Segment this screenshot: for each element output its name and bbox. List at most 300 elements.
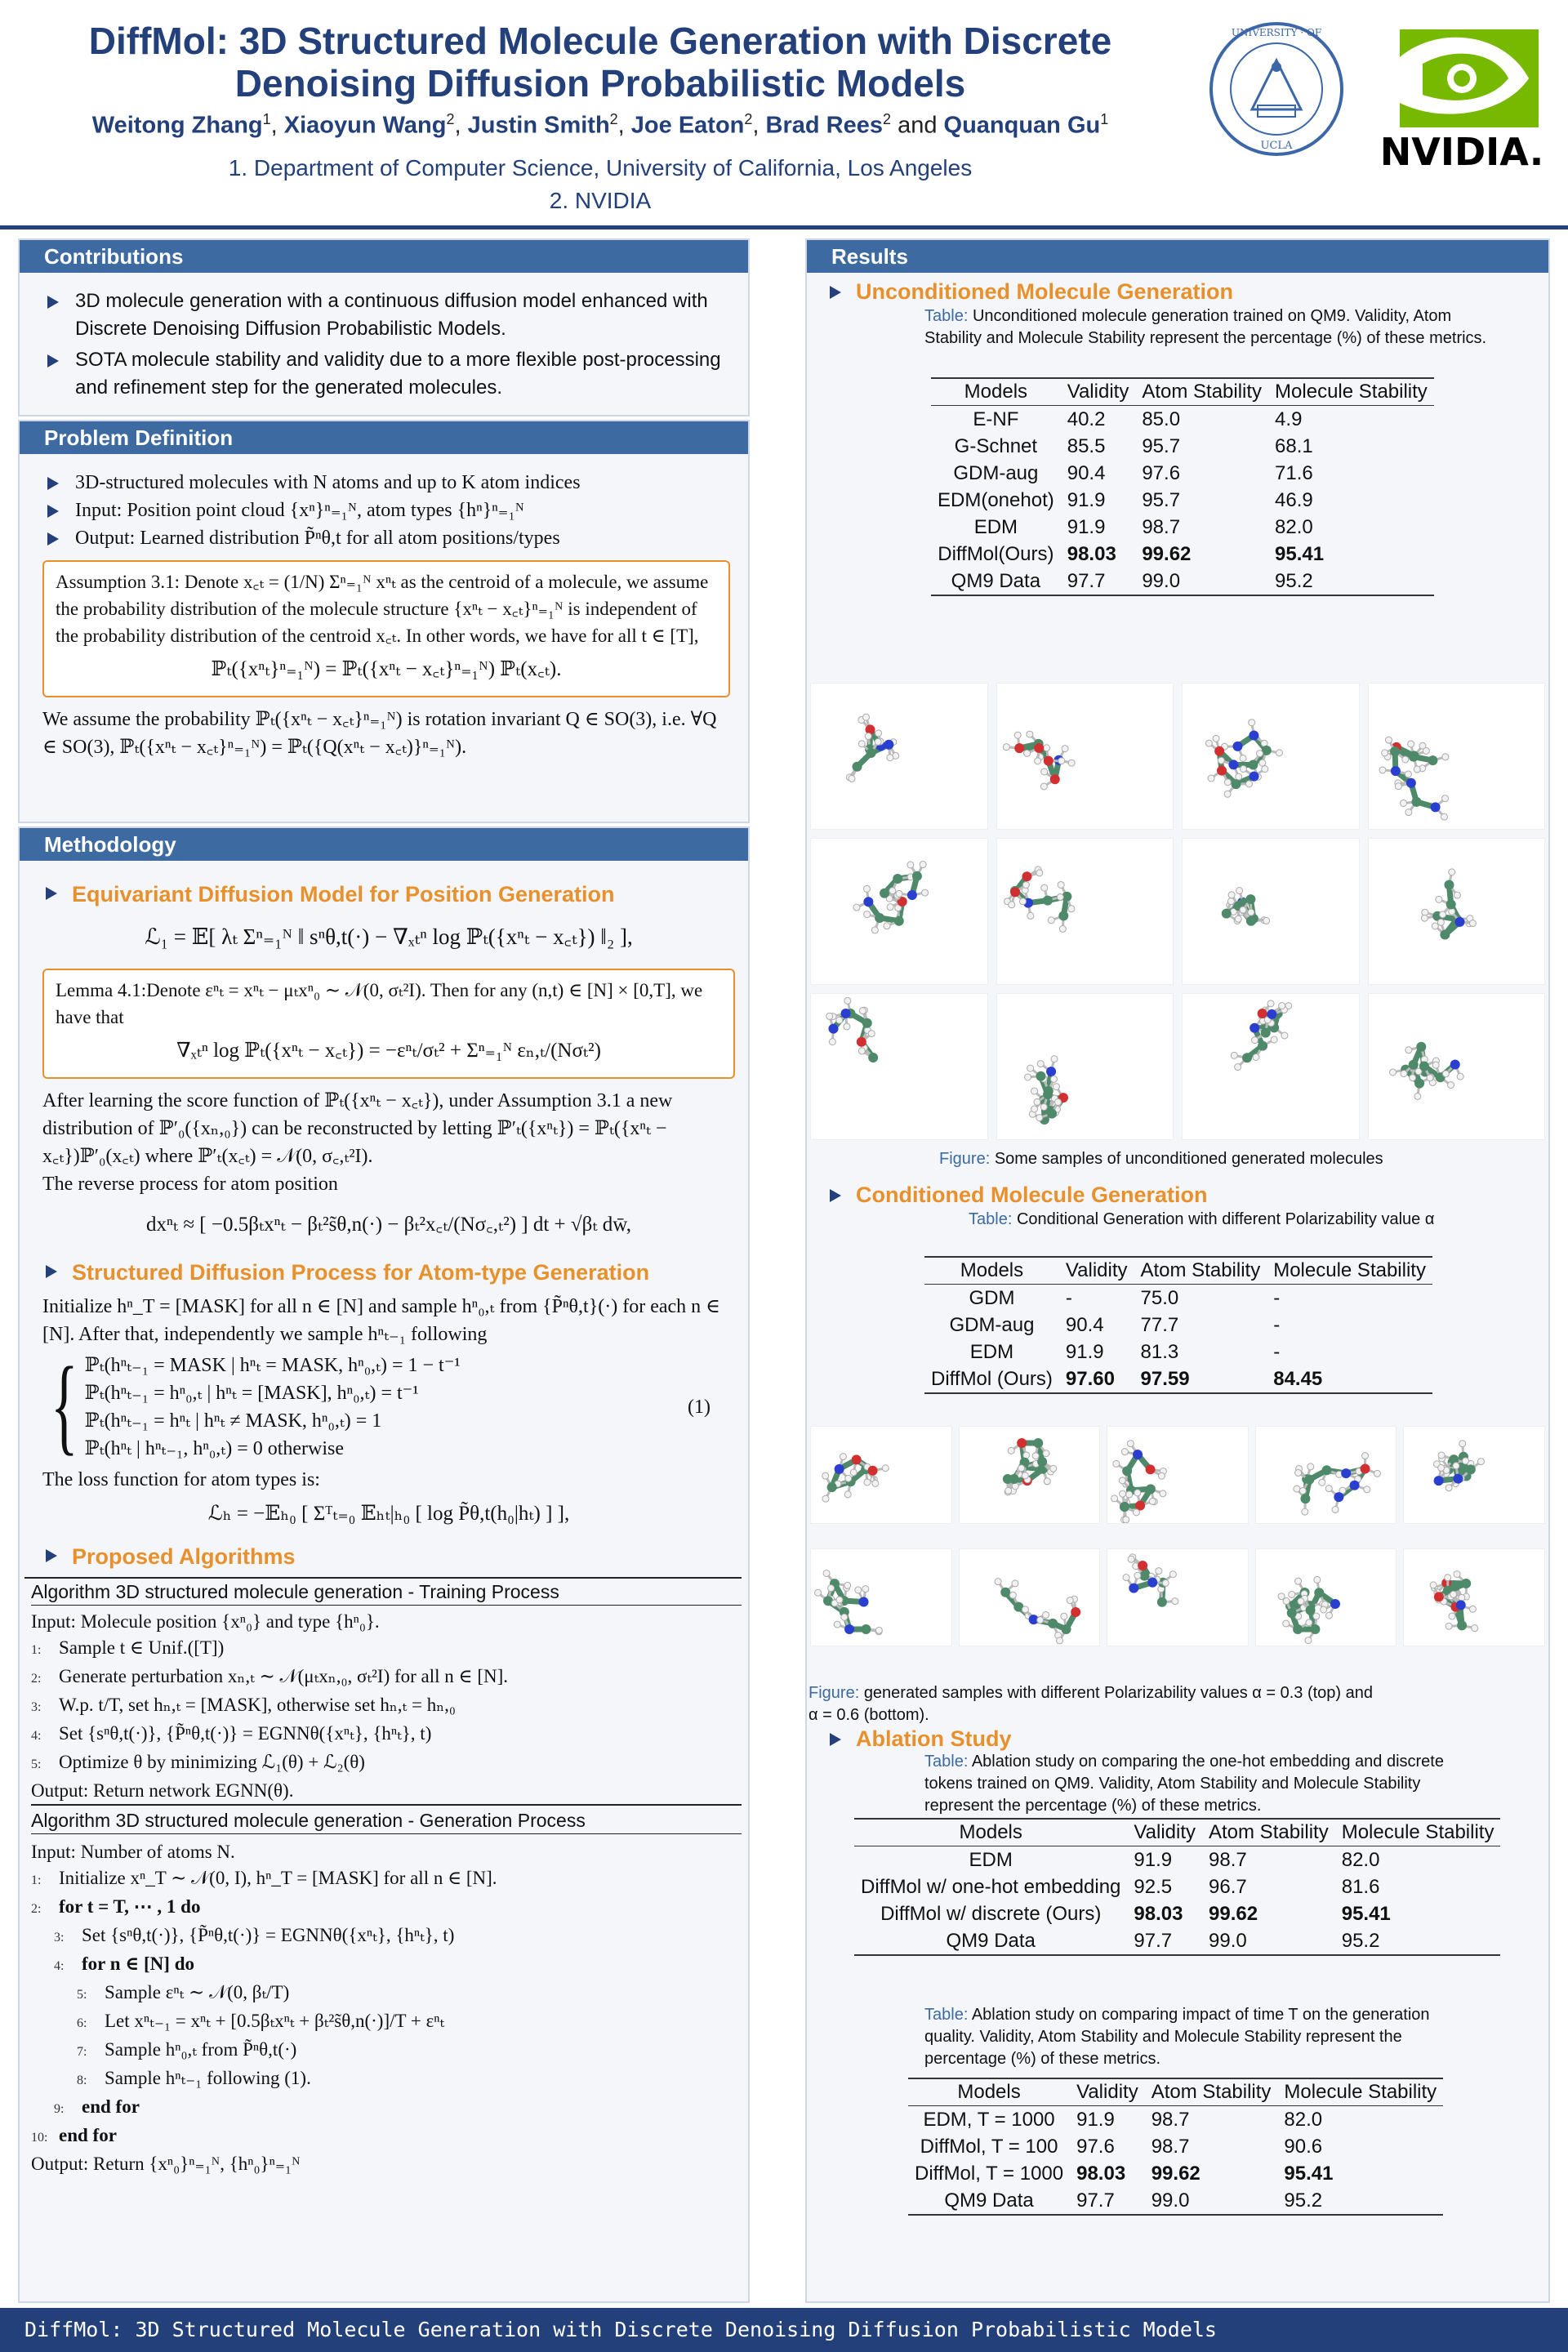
molecule-sample: [810, 683, 988, 830]
hydrogen-atom: [1058, 758, 1065, 764]
table-row: [854, 1846, 1500, 1874]
table-caption: [924, 305, 1496, 350]
table-cell: GDM-aug: [949, 1314, 1035, 1336]
results-section: [805, 238, 1550, 2303]
lemma-text: Lemma 4.1:Denote εⁿₜ = xⁿₜ − μₜxⁿ₀ ∼ 𝒩(0, σₜ²I). Then for any (n,t) ∈ [N] × [0,T], we have that: [56, 980, 703, 1027]
hydrogen-atom: [863, 911, 870, 918]
carbon-atom: [1034, 1438, 1044, 1448]
nitrogen-atom: [844, 1624, 854, 1634]
carbon-atom: [1258, 1041, 1267, 1051]
hydrogen-atom: [1061, 1613, 1067, 1619]
hydrogen-atom: [1057, 1637, 1063, 1644]
caption-text: Ablation study on comparing the one-hot embedding and discrete tokens trained on QM9. Validity, Atom Stability and Molecule Stability represent the percentage (%) of these metrics.: [924, 1753, 1444, 1815]
line-text: Sample hⁿₜ₋₁ following (1).: [105, 2068, 311, 2088]
carbon-atom: [1049, 1619, 1058, 1628]
molecule-sample: [1182, 993, 1360, 1140]
hydrogen-atom: [1127, 1441, 1134, 1447]
hydrogen-atom: [1427, 1075, 1433, 1081]
hydrogen-atom: [1459, 1594, 1465, 1601]
carbon-atom: [1461, 1579, 1471, 1588]
hydrogen-atom: [1401, 800, 1407, 806]
hydrogen-atom: [1013, 1483, 1019, 1490]
algorithm-line: [31, 1749, 742, 1778]
table-row: [854, 1927, 1500, 1955]
table-cell: DiffMol, T = 100: [920, 2136, 1058, 2158]
molecule-render: [1185, 842, 1356, 981]
case-brace: {: [51, 1346, 78, 1467]
hydrogen-atom: [1045, 1478, 1051, 1485]
molecule-render: [999, 687, 1170, 826]
molecule-sample: [1368, 683, 1546, 830]
table-cell: GDM: [969, 1287, 1015, 1309]
hydrogen-atom: [1235, 773, 1241, 780]
molecule-render: [1108, 1427, 1247, 1523]
hydrogen-atom: [864, 1479, 871, 1486]
author-affiliation-mark: 2: [883, 111, 892, 127]
caption-label: Table:: [969, 1210, 1013, 1228]
hydrogen-atom: [887, 904, 893, 911]
carbon-atom: [861, 1624, 871, 1634]
molecule-render: [813, 687, 985, 826]
init-text: Initialize hⁿ_T = [MASK] for all n ∈ [N] and sample hⁿ₀,ₜ from {P̃ⁿθ,t}(·) for each n ∈ [N]. After that, independently we sample hⁿₜ₋₁ following: [42, 1296, 720, 1345]
carbon-atom: [1001, 1588, 1011, 1597]
hydrogen-atom: [1240, 755, 1246, 761]
carbon-atom: [866, 748, 875, 758]
nitrogen-atom: [1232, 742, 1242, 751]
algorithm-title: Algorithm 3D structured molecule generation - Generation Process: [31, 1807, 742, 1834]
hydrogen-atom: [862, 714, 869, 720]
carbon-atom: [1300, 1494, 1310, 1503]
algorithm-line: [31, 1865, 742, 1894]
hydrogen-atom: [1009, 1447, 1015, 1454]
table-cell: G-Schnet: [954, 435, 1038, 457]
generation-algorithm: [24, 1807, 742, 2177]
algorithm-line: [31, 2008, 742, 2037]
molecule-render: [1185, 687, 1356, 826]
table-cell: 81.3: [1140, 1341, 1179, 1363]
hydrogen-atom: [1172, 1598, 1178, 1605]
table-cell: DiffMol, T = 1000: [915, 2163, 1064, 2185]
table-cell: 98.03: [1067, 543, 1116, 565]
line-text: Set {sⁿθ,t(·)}, {P̃ⁿθ,t(·)} = EGNNθ({xⁿₜ}, {hⁿₜ}, t): [59, 1723, 432, 1744]
hydrogen-atom: [1414, 1093, 1421, 1099]
hydrogen-atom: [1262, 766, 1268, 773]
case-line: ℙₜ(hⁿₜ₋₁ = hⁿ₀,ₜ | hⁿₜ = [MASK], hⁿ₀,ₜ) = t⁻¹: [84, 1383, 419, 1404]
author-name: Xiaoyun Wang: [283, 112, 447, 139]
poster-header: [0, 0, 1568, 233]
nitrogen-atom: [1391, 766, 1401, 776]
molecule-render: [960, 1427, 1098, 1523]
hydrogen-atom: [1050, 1465, 1057, 1472]
molecule-sample: [1403, 1426, 1545, 1524]
hydrogen-atom: [1027, 912, 1034, 919]
hydrogen-atom: [850, 1469, 857, 1476]
table-cell: 91.9: [1134, 1849, 1173, 1871]
hydrogen-atom: [1041, 768, 1048, 775]
table-header: Atom Stability: [1145, 2078, 1278, 2106]
table-cell: 99.0: [1145, 2187, 1278, 2215]
hydrogen-atom: [1256, 751, 1263, 757]
nitrogen-atom: [1450, 1060, 1460, 1070]
training-algorithm: [24, 1577, 742, 1806]
hydrogen-atom: [1062, 746, 1068, 752]
hydrogen-atom: [1299, 1487, 1306, 1494]
hydrogen-atom: [995, 1579, 1001, 1585]
oxygen-atom: [1022, 871, 1032, 881]
table-cell: EDM: [973, 516, 1018, 538]
molecule-sample: [1255, 1548, 1397, 1646]
hydrogen-atom: [871, 927, 878, 933]
hydrogen-atom: [1449, 869, 1455, 875]
algorithm-line: [31, 1721, 742, 1749]
section-title: Contributions: [20, 240, 748, 273]
hydrogen-atom: [1068, 906, 1075, 912]
table-cell: 99.0: [1135, 568, 1268, 595]
table-cell: 97.6: [1142, 462, 1181, 484]
hydrogen-atom: [1441, 813, 1448, 820]
case-equation: [51, 1346, 735, 1467]
hydrogen-atom: [1470, 920, 1477, 927]
table-cell: 98.7: [1151, 2136, 1190, 2158]
molecule-render: [812, 1427, 951, 1523]
molecule-sample: [1255, 1426, 1397, 1524]
hydrogen-atom: [865, 733, 871, 740]
hydrogen-atom: [1293, 1486, 1299, 1492]
author-affiliation-mark: 2: [446, 111, 455, 127]
hydrogen-atom: [862, 1586, 869, 1592]
algorithm-line: [31, 2123, 742, 2151]
hydrogen-atom: [1363, 1486, 1370, 1493]
hydrogen-atom: [1271, 1036, 1277, 1043]
carbon-atom: [1414, 1079, 1424, 1089]
oxygen-atom: [857, 1037, 866, 1047]
hydrogen-atom: [844, 1582, 851, 1588]
hydrogen-atom: [1034, 1098, 1040, 1105]
hydrogen-atom: [855, 1587, 862, 1593]
hydrogen-atom: [1446, 1623, 1452, 1629]
hydrogen-atom: [1224, 791, 1231, 797]
hydrogen-atom: [1430, 1582, 1437, 1588]
table-cell: 95.41: [1284, 2163, 1334, 2185]
hydrogen-atom: [1014, 732, 1021, 738]
nitrogen-atom: [1249, 772, 1258, 782]
nitrogen-atom: [1267, 1009, 1276, 1019]
hydrogen-atom: [844, 1023, 850, 1030]
hydrogen-atom: [829, 1039, 835, 1045]
hydrogen-atom: [1251, 1037, 1258, 1044]
table-header: Atom Stability: [1135, 378, 1268, 406]
table-cell: 4.9: [1275, 408, 1303, 430]
subsection-title: Proposed Algorithms: [42, 1543, 735, 1570]
algorithm-line: [31, 1980, 742, 2008]
table-cell: 71.6: [1275, 462, 1313, 484]
carbon-atom: [1043, 896, 1053, 906]
hydrogen-atom: [1423, 747, 1430, 754]
molecule-sample: [1368, 838, 1546, 985]
nitrogen-atom: [1250, 1023, 1259, 1033]
hydrogen-atom: [836, 1017, 843, 1023]
hydrogen-atom: [1041, 783, 1048, 790]
line-number: 3:: [54, 1931, 65, 1944]
table-row: [908, 2160, 1443, 2187]
hydrogen-atom: [1043, 1611, 1049, 1618]
caption-label: Figure:: [939, 1150, 991, 1168]
molecule-render: [1370, 997, 1542, 1136]
carbon-atom: [1157, 1597, 1167, 1607]
hydrogen-atom: [1228, 892, 1235, 898]
figure-caption: [939, 1148, 1383, 1170]
hydrogen-atom: [1004, 744, 1010, 751]
carbon-atom: [852, 762, 862, 772]
table-cell: 82.0: [1341, 1849, 1380, 1871]
molecule-sample: [959, 1426, 1101, 1524]
line-number: 1:: [31, 1873, 42, 1887]
hydrogen-atom: [826, 1013, 832, 1019]
molecule-sample: [1107, 1426, 1249, 1524]
table-cell: E-NF: [973, 408, 1019, 430]
table-cell: 99.0: [1202, 1927, 1335, 1955]
algorithm-line: [31, 2037, 742, 2065]
hydrogen-atom: [1374, 1470, 1380, 1477]
poster-footer: DiffMol: 3D Structured Molecule Generation with Discrete Denoising Diffusion Probabilistic Models: [0, 2308, 1568, 2352]
table-cell: DiffMol w/ one-hot embedding: [861, 1876, 1121, 1898]
case-lines: [85, 1352, 461, 1463]
hydrogen-atom: [1282, 1620, 1289, 1627]
hydrogen-atom: [1041, 884, 1048, 891]
hydrogen-atom: [1023, 882, 1030, 889]
molecule-render: [960, 1549, 1098, 1646]
table-cell: 91.9: [1065, 1341, 1104, 1363]
line-number: 1:: [31, 1643, 42, 1657]
nitrogen-atom: [1249, 731, 1258, 741]
ablation-embedding-table: [854, 1818, 1500, 1956]
line-text: Sample hⁿ₀,ₜ from P̃ⁿθ,t(·): [105, 2039, 297, 2060]
header-divider: [0, 225, 1568, 229]
hydrogen-atom: [1240, 906, 1246, 913]
hydrogen-atom: [1410, 1075, 1416, 1081]
caption-label: Table:: [924, 2006, 969, 2024]
bullet-item: Input: Position point cloud {xⁿ}ⁿ₌₁ᴺ, atom types {hⁿ}ⁿ₌₁ᴺ: [42, 497, 730, 524]
hydrogen-atom: [814, 1589, 821, 1596]
table-cell: QM9 Data: [854, 1927, 1127, 1955]
nitrogen-atom: [1046, 1067, 1056, 1076]
reverse-text: The reverse process for atom position: [42, 1174, 338, 1195]
carbon-atom: [1036, 1071, 1046, 1081]
nitrogen-atom: [907, 890, 917, 900]
line-number: 4:: [31, 1729, 42, 1743]
hydrogen-atom: [1405, 809, 1412, 816]
hydrogen-atom: [1120, 1490, 1126, 1497]
carbon-atom: [1038, 1457, 1048, 1467]
caption-text: Some samples of unconditioned generated molecules: [994, 1150, 1383, 1168]
table-cell: EDM, T = 1000: [923, 2109, 1055, 2131]
carbon-atom: [1417, 1042, 1427, 1052]
author-affiliation-mark: 1: [1100, 111, 1109, 127]
carbon-atom: [1286, 1608, 1296, 1618]
table-cell: 85.0: [1142, 408, 1181, 430]
molecule-sample: [996, 993, 1174, 1140]
carbon-atom: [1059, 911, 1069, 920]
carbon-atom: [1231, 779, 1241, 789]
lemma-equation: ∇ₓₜⁿ log ℙₜ({xⁿₜ − x꜀ₜ}) = −εⁿₜ/σₜ² + Σⁿ₌₁ᴺ εₙ,ₜ/(Nσₜ²): [176, 1040, 601, 1062]
table-cell: 99.62: [1209, 1903, 1258, 1925]
hydrogen-atom: [1134, 1490, 1141, 1496]
table-cell: 95.7: [1142, 489, 1181, 511]
hydrogen-atom: [1305, 1637, 1312, 1644]
carbon-atom: [1293, 1624, 1303, 1634]
hydrogen-atom: [1382, 750, 1388, 756]
hydrogen-atom: [1446, 1485, 1452, 1491]
hydrogen-atom: [1160, 1490, 1166, 1497]
hydrogen-atom: [1361, 1453, 1368, 1459]
loss-position-equation: ℒ₁ = 𝔼[ λₜ Σⁿ₌₁ᴺ ‖ sⁿθ,t(·) − ∇ₓₜⁿ log ℙₜ({xⁿₜ − x꜀ₜ}) ‖₂ ],: [145, 924, 633, 949]
hydrogen-atom: [1472, 1625, 1478, 1632]
oxygen-atom: [1014, 743, 1024, 753]
table-cell: 98.03: [1076, 2163, 1126, 2185]
table-header: Validity: [1059, 1257, 1134, 1285]
hydrogen-atom: [1408, 741, 1414, 747]
hydrogen-atom: [875, 1627, 882, 1633]
nitrogen-atom: [1334, 1492, 1343, 1502]
rotation-text: We assume the probability ℙₜ({xⁿₜ − x꜀ₜ}ⁿ₌₁ᴺ) is rotation invariant Q ∈ SO(3), i.e. ∀Q ∈ SO(3), ℙₜ({xⁿₜ − x꜀ₜ}ⁿ₌₁ᴺ) = ℙₜ({Q(xⁿₜ − x꜀ₜ)}ⁿ₌₁ᴺ).: [42, 709, 717, 758]
molecule-sample: [1368, 993, 1546, 1140]
table-cell: 98.03: [1134, 1903, 1183, 1925]
line-text: for n ∈ [N] do: [82, 1953, 194, 1974]
carbon-atom: [1466, 1464, 1476, 1474]
carbon-atom: [1445, 880, 1454, 890]
table-cell: 81.6: [1341, 1876, 1380, 1898]
molecule-sample: [810, 993, 988, 1140]
table-header: Molecule Stability: [1335, 1819, 1501, 1846]
hydrogen-atom: [1025, 1074, 1031, 1080]
hydrogen-atom: [1067, 1597, 1074, 1604]
line-text: Set {sⁿθ,t(·)}, {P̃ⁿθ,t(·)} = EGNNθ({xⁿₜ}, {hⁿₜ}, t): [82, 1925, 455, 1945]
table-row: [908, 2106, 1443, 2134]
caption-label: Figure:: [808, 1684, 860, 1702]
table-row: [908, 2133, 1443, 2160]
hydrogen-atom: [1438, 1464, 1445, 1471]
hydrogen-atom: [875, 738, 881, 745]
nitrogen-atom: [828, 1024, 838, 1034]
nitrogen-atom: [858, 1597, 868, 1606]
hydrogen-atom: [1401, 1071, 1407, 1077]
hydrogen-atom: [1234, 1064, 1241, 1071]
poster-title: DiffMol: 3D Structured Molecule Generation with Discrete Denoising Diffusion Probabilistic Models: [88, 20, 1112, 105]
affiliation-2: 2. NVIDIA: [549, 188, 652, 213]
carbon-atom: [894, 916, 904, 926]
algorithm-line: [31, 1664, 742, 1692]
table-header: Atom Stability: [1134, 1257, 1267, 1285]
hydrogen-atom: [1301, 1508, 1307, 1515]
line-text: Let xⁿₜ₋₁ = xⁿₜ + [0.5βₜxⁿₜ + βₜ²s̃θ,n(·)]/T + εⁿₜ: [105, 2011, 445, 2031]
table-cell: 97.60: [1059, 1365, 1134, 1393]
case-line: ℙₜ(hⁿₜ₋₁ = MASK | hⁿₜ = MASK, hⁿ₀,ₜ) = 1 − t⁻¹: [84, 1355, 461, 1376]
oxygen-atom: [1044, 756, 1054, 766]
hydrogen-atom: [1058, 893, 1064, 900]
nitrogen-atom: [1228, 760, 1238, 769]
hydrogen-atom: [889, 888, 896, 894]
molecule-sample: [1182, 683, 1360, 830]
table-cell: QM9 Data: [931, 568, 1061, 595]
hydrogen-atom: [822, 1495, 829, 1502]
hydrogen-atom: [1205, 740, 1212, 746]
oxygen-atom: [1146, 1464, 1156, 1474]
table-cell: 92.5: [1134, 1876, 1173, 1898]
molecule-sample: [810, 838, 988, 985]
hydrogen-atom: [1068, 760, 1075, 766]
table-header: Models: [908, 2078, 1070, 2106]
hydrogen-atom: [840, 1454, 846, 1460]
loss-type-equation: ℒₕ = −𝔼ₕ₀ [ Σᵀₜ₌₀ 𝔼ₕₜ|ₕ₀ [ log P̃θ,t(h₀|hₜ) ] ],: [207, 1503, 570, 1525]
nitrogen-atom: [863, 897, 873, 906]
hydrogen-atom: [845, 1475, 852, 1481]
subsection-title: Unconditioned Molecule Generation: [826, 279, 1233, 305]
hydrogen-atom: [1432, 1062, 1439, 1068]
algorithm-line: [31, 2065, 742, 2094]
oxygen-atom: [1034, 743, 1044, 753]
hydrogen-atom: [1318, 1479, 1325, 1486]
table-cell: 95.7: [1142, 435, 1181, 457]
hydrogen-atom: [1454, 1571, 1460, 1578]
table-cell: 90.4: [1067, 462, 1106, 484]
ucla-seal-logo: [1207, 20, 1346, 158]
table-row: [924, 1312, 1432, 1339]
contributions-body: [20, 273, 748, 410]
hydrogen-atom: [1058, 881, 1064, 888]
table-cell: 91.9: [1067, 516, 1106, 538]
carbon-atom: [1305, 1606, 1315, 1615]
hydrogen-atom: [1054, 1084, 1060, 1090]
hydrogen-atom: [1454, 892, 1461, 898]
carbon-atom: [912, 871, 922, 881]
nitrogen-atom: [1454, 1474, 1463, 1484]
hydrogen-atom: [1325, 1612, 1332, 1619]
line-number: 10:: [31, 2131, 48, 2145]
hydrogen-atom: [858, 1048, 865, 1054]
nitrogen-atom: [1455, 917, 1465, 927]
table-header: Validity: [1061, 378, 1136, 406]
table-header: Validity: [1127, 1819, 1202, 1846]
hydrogen-atom: [1438, 919, 1445, 925]
molecule-render: [999, 842, 1170, 981]
table-row: [931, 406, 1434, 434]
table-cell: 85.5: [1067, 435, 1106, 457]
hydrogen-atom: [841, 1614, 848, 1620]
hydrogen-atom: [844, 1491, 851, 1498]
table-row: [931, 487, 1434, 514]
algorithm-title: Algorithm 3D structured molecule generation - Training Process: [31, 1579, 742, 1606]
hydrogen-atom: [1010, 1592, 1017, 1598]
hydrogen-atom: [1041, 1103, 1048, 1110]
carbon-atom: [1304, 1475, 1314, 1485]
table-cell: DiffMol(Ours): [938, 543, 1054, 565]
table-cell: -: [1065, 1287, 1072, 1309]
hydrogen-atom: [887, 755, 893, 761]
hydrogen-atom: [921, 889, 928, 896]
carbon-atom: [868, 1053, 878, 1062]
algorithm-output: Output: Return {xⁿ₀}ⁿ₌₁ᴺ, {hⁿ₀}ⁿ₌₁ᴺ: [31, 2154, 301, 2174]
caption-text: Conditional Generation with different Polarizability value α: [1016, 1210, 1435, 1228]
oxygen-atom: [1018, 1438, 1027, 1448]
table-cell: -: [1273, 1341, 1281, 1363]
table-cell: 97.7: [1070, 2187, 1145, 2215]
hydrogen-atom: [1156, 1568, 1162, 1575]
molecule-render: [1370, 842, 1542, 981]
table-cell: 90.6: [1284, 2136, 1323, 2158]
hydrogen-atom: [1320, 1606, 1326, 1613]
table-row: [924, 1285, 1432, 1312]
section-title: Methodology: [20, 828, 748, 861]
